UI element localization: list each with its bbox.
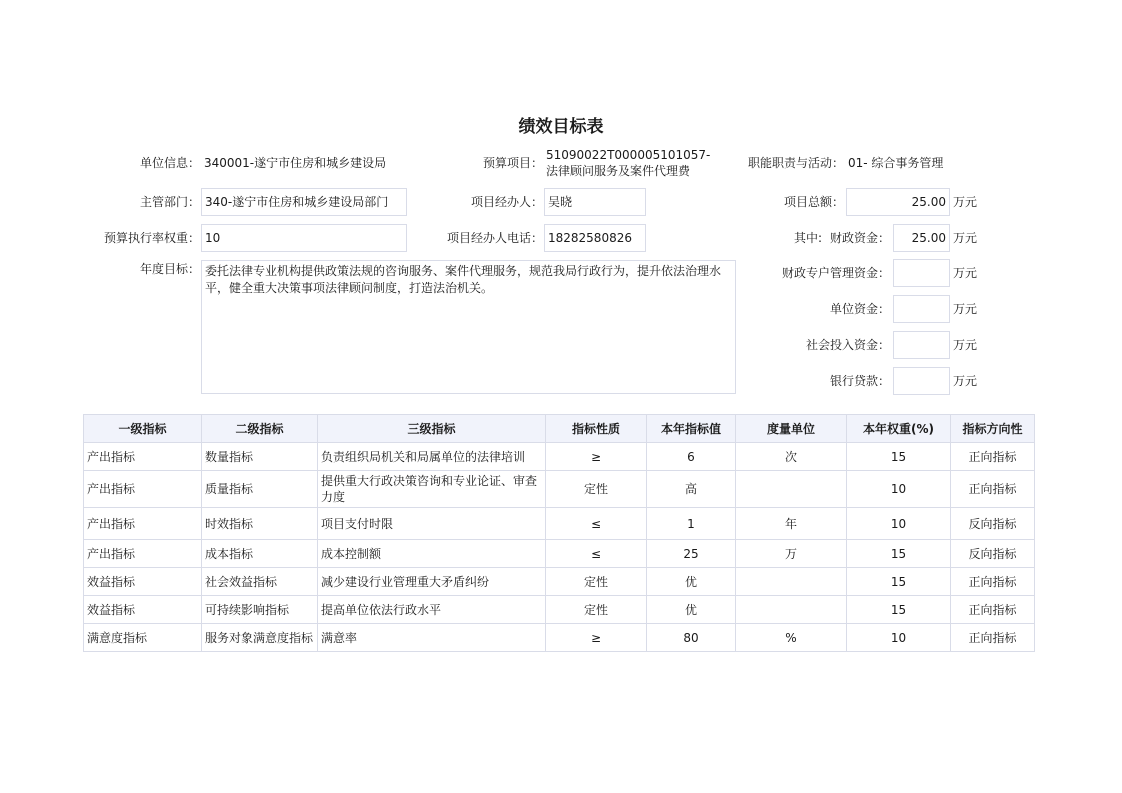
cell-target-value: 1 xyxy=(647,508,736,540)
goal-label: 年度目标： xyxy=(139,262,200,276)
cell-direction: 反向指标 xyxy=(951,540,1035,568)
cell-nature: ≥ xyxy=(546,443,647,471)
phone-label: 项目经办人电话： xyxy=(446,231,543,245)
cell-nature: 定性 xyxy=(546,568,647,596)
cell-level1: 产出指标 xyxy=(84,508,202,540)
cell-level3: 减少建设行业管理重大矛盾纠纷 xyxy=(318,568,546,596)
header-direction: 指标方向性 xyxy=(951,415,1035,443)
cell-nature: 定性 xyxy=(546,596,647,624)
social-fund-field[interactable] xyxy=(893,331,950,359)
cell-direction: 正向指标 xyxy=(951,443,1035,471)
fiscal-label: 财政资金： xyxy=(829,231,890,245)
dept-label: 主管部门： xyxy=(139,195,200,209)
cell-unit: 年 xyxy=(736,508,847,540)
fiscal-field[interactable]: 25.00 xyxy=(893,224,950,252)
function-value: 01- 综合事务管理 xyxy=(848,156,944,170)
cell-level1: 产出指标 xyxy=(84,471,202,508)
cell-weight: 15 xyxy=(847,568,951,596)
header-unit: 度量单位 xyxy=(736,415,847,443)
budget-project-value: 51090022T000005101057-法律顾问服务及案件代理费 xyxy=(546,148,711,178)
cell-level1: 效益指标 xyxy=(84,568,202,596)
table-header-row xyxy=(84,415,1035,443)
manager-field[interactable]: 吴晓 xyxy=(544,188,646,216)
bank-loan-unit: 万元 xyxy=(953,374,978,388)
cell-nature: ≥ xyxy=(546,624,647,652)
total-label: 项目总额： xyxy=(783,195,844,209)
header-nature: 指标性质 xyxy=(546,415,647,443)
cell-level1: 产出指标 xyxy=(84,540,202,568)
cell-unit xyxy=(736,568,847,596)
bank-loan-field[interactable] xyxy=(893,367,950,395)
unit-fund-unit: 万元 xyxy=(953,302,978,316)
cell-level1: 满意度指标 xyxy=(84,624,202,652)
cell-nature: 定性 xyxy=(546,471,647,508)
cell-target-value: 优 xyxy=(647,596,736,624)
unit-fund-label: 单位资金： xyxy=(829,302,890,316)
header-level3: 三级指标 xyxy=(318,415,546,443)
special-fund-unit: 万元 xyxy=(953,266,978,280)
cell-level2: 时效指标 xyxy=(202,508,318,540)
cell-level3: 满意率 xyxy=(318,624,546,652)
cell-direction: 正向指标 xyxy=(951,471,1035,508)
cell-target-value: 高 xyxy=(647,471,736,508)
weight-label: 预算执行率权重： xyxy=(103,231,200,245)
table-row xyxy=(84,568,1035,596)
cell-direction: 正向指标 xyxy=(951,624,1035,652)
cell-target-value: 优 xyxy=(647,568,736,596)
cell-unit: 万 xyxy=(736,540,847,568)
header-level2: 二级指标 xyxy=(202,415,318,443)
function-label: 职能职责与活动： xyxy=(747,156,844,170)
cell-target-value: 80 xyxy=(647,624,736,652)
header-target-value: 本年指标值 xyxy=(647,415,736,443)
unit-label: 单位信息： xyxy=(139,156,200,170)
manager-label: 项目经办人： xyxy=(470,195,543,209)
cell-level2: 成本指标 xyxy=(202,540,318,568)
social-fund-label: 社会投入资金： xyxy=(805,338,890,352)
social-fund-unit: 万元 xyxy=(953,338,978,352)
cell-unit: 次 xyxy=(736,443,847,471)
phone-field[interactable]: 18282580826 xyxy=(544,224,646,252)
cell-unit xyxy=(736,471,847,508)
cell-target-value: 25 xyxy=(647,540,736,568)
cell-level2: 服务对象满意度指标 xyxy=(202,624,318,652)
cell-unit xyxy=(736,596,847,624)
fiscal-unit: 万元 xyxy=(953,231,978,245)
table-row xyxy=(84,540,1035,568)
cell-level2: 质量指标 xyxy=(202,471,318,508)
cell-nature: ≤ xyxy=(546,540,647,568)
cell-weight: 15 xyxy=(847,540,951,568)
table-row xyxy=(84,508,1035,540)
unit-value: 340001-遂宁市住房和城乡建设局 xyxy=(204,156,387,170)
table-row xyxy=(84,596,1035,624)
header-weight: 本年权重(%) xyxy=(847,415,951,443)
cell-direction: 正向指标 xyxy=(951,568,1035,596)
cell-direction: 反向指标 xyxy=(951,508,1035,540)
cell-level2: 数量指标 xyxy=(202,443,318,471)
special-fund-label: 财政专户管理资金： xyxy=(781,266,890,280)
total-field[interactable]: 25.00 xyxy=(846,188,950,216)
cell-weight: 15 xyxy=(847,596,951,624)
cell-level1: 效益指标 xyxy=(84,596,202,624)
cell-weight: 10 xyxy=(847,471,951,508)
table-row xyxy=(84,471,1035,508)
weight-field[interactable]: 10 xyxy=(201,224,407,252)
cell-level3: 项目支付时限 xyxy=(318,508,546,540)
cell-direction: 正向指标 xyxy=(951,596,1035,624)
cell-level2: 社会效益指标 xyxy=(202,568,318,596)
page-title: 绩效目标表 xyxy=(518,117,604,137)
dept-field[interactable]: 340-遂宁市住房和城乡建设局部门 xyxy=(201,188,407,216)
cell-weight: 15 xyxy=(847,443,951,471)
cell-level3: 提供重大行政决策咨询和专业论证、审查力度 xyxy=(318,471,546,508)
goal-textarea[interactable]: 委托法律专业机构提供政策法规的咨询服务、案件代理服务，规范我局行政行为，提升依法治理水平，健全重大决策事项法律顾问制度，打造法治机关。 xyxy=(201,260,736,394)
cell-level2: 可持续影响指标 xyxy=(202,596,318,624)
cell-level3: 成本控制额 xyxy=(318,540,546,568)
cell-target-value: 6 xyxy=(647,443,736,471)
cell-level3: 提高单位依法行政水平 xyxy=(318,596,546,624)
cell-level3: 负责组织局机关和局属单位的法律培训 xyxy=(318,443,546,471)
table-row xyxy=(84,443,1035,471)
cell-level1: 产出指标 xyxy=(84,443,202,471)
indicator-table xyxy=(83,414,1035,652)
budget-project-label: 预算项目： xyxy=(482,156,543,170)
among-label: 其中: xyxy=(793,231,822,245)
cell-weight: 10 xyxy=(847,624,951,652)
unit-fund-field[interactable] xyxy=(893,295,950,323)
cell-unit: % xyxy=(736,624,847,652)
special-fund-field[interactable] xyxy=(893,259,950,287)
header-level1: 一级指标 xyxy=(84,415,202,443)
total-unit: 万元 xyxy=(953,195,978,209)
bank-loan-label: 银行贷款： xyxy=(829,374,890,388)
table-row xyxy=(84,624,1035,652)
cell-nature: ≤ xyxy=(546,508,647,540)
cell-weight: 10 xyxy=(847,508,951,540)
